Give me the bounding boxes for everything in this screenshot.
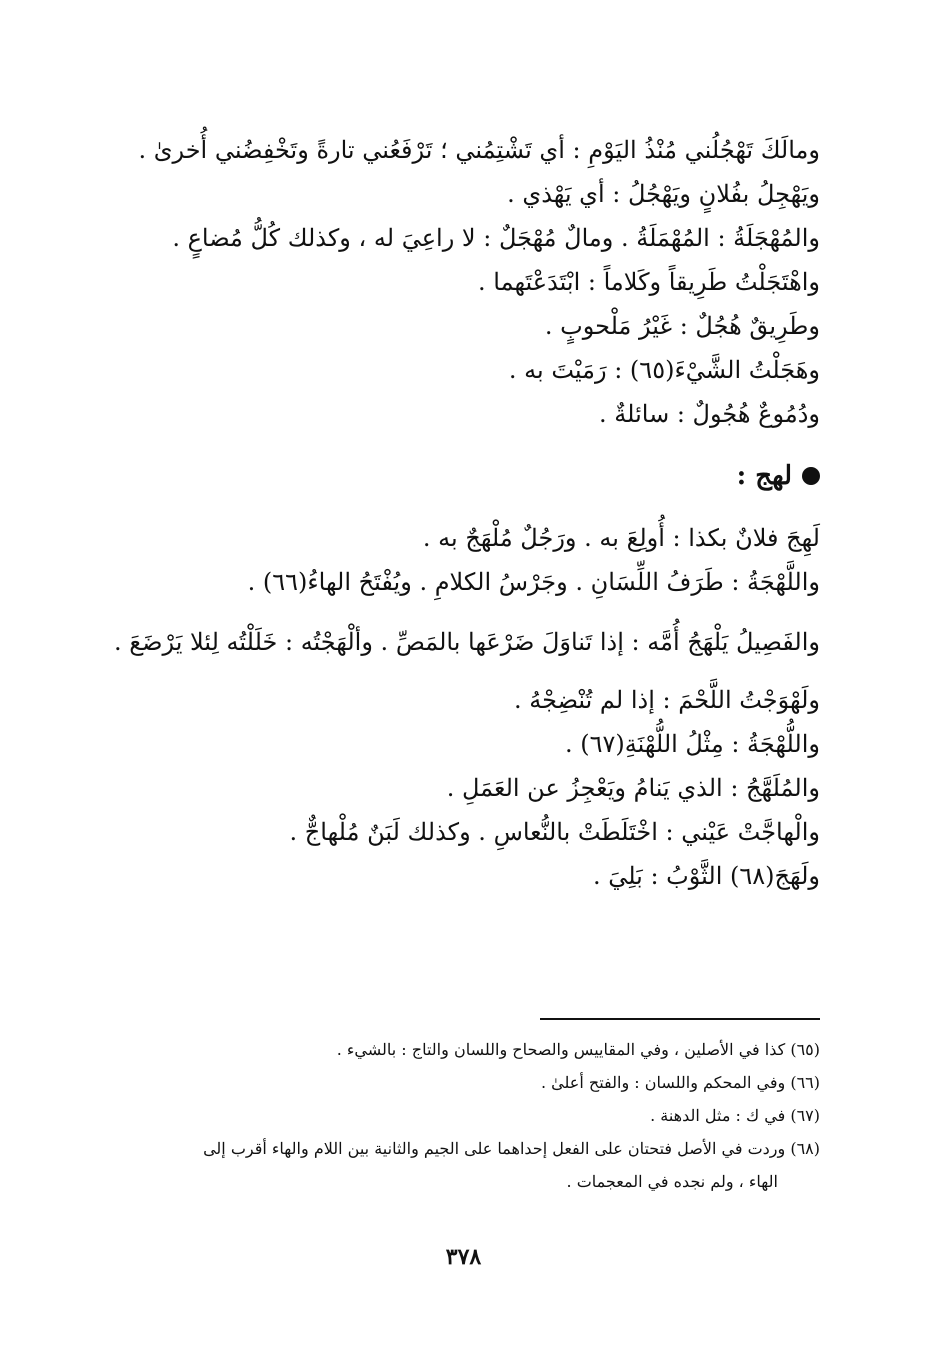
footnote-continuation: الهاء ، ولم نجده في المعجمات .: [566, 1172, 778, 1191]
section-heading: [60, 452, 820, 500]
text-line: واللُّهْجَةُ : مِثْلُ اللُّهْنَةِ(٦٧) .: [564, 730, 820, 758]
text-line: والمُهْجَلَةُ : المُهْمَلَةُ . ومالٌ مُهْجَلٌ : لا راعِيَ له ، وكذلك كُلُّ مُضاعٍ .: [172, 224, 820, 252]
text-line: واللَّهْجَةُ : طَرَفُ اللِّسَانِ . وجَرْسُ الكلامِ . ويُفْتَحُ الهاءُ(٦٦) .: [247, 568, 820, 596]
section-lahaj: [60, 516, 820, 898]
footnote-divider: [540, 1018, 820, 1020]
footnote: (٦٨) وردت في الأصل فتحتان على الفعل إحداهما على الجيم والثانية بين اللام والهاء أقرب إلى: [203, 1139, 820, 1158]
text-line: ودُمُوعٌ هُجُولٌ : سائلةٌ .: [599, 400, 820, 428]
text-line: وهَجَلْتُ الشَّيْءَ(٦٥) : رَمَيْتَ به .: [508, 356, 820, 384]
text-line: ولَهْوَجْتُ اللَّحْمَ : إذا لم تُنْضِجْهُ .: [513, 686, 820, 714]
footnote: (٦٦) وفي المحكم واللسان : والفتح أعلىٰ .: [540, 1073, 820, 1092]
footnote: (٦٥) كذا في الأصلين ، وفي المقاييس والصحاح واللسان والتاج : بالشيء .: [336, 1040, 820, 1059]
footnote: (٦٧) في ك : مثل الدهنة .: [650, 1106, 820, 1125]
page-body: [60, 128, 820, 1360]
text-line: ويَهْجِلُ بفُلانٍ ويَهْجُلُ : أي يَهْذي .: [507, 180, 820, 208]
text-line: ومالَكَ تَهْجُلُني مُنْذُ اليَوْمِ : أي تَشْتِمُني ؛ تَرْفَعُني تارةً وتَخْفِضُني أُخرىٰ .: [138, 136, 820, 164]
text-line: واهْتَجَلْتُ طَرِيقاً وكَلاماً : ابْتَدَعْتَهما .: [478, 268, 820, 296]
heading-text: لهج :: [736, 461, 792, 491]
bullet-icon: [802, 467, 820, 485]
page-number: ٣٧٨: [445, 1244, 482, 1270]
text-line: لَهِجَ فلانٌ بكذا : أُولِعَ به . ورَجُلٌ مُلْهَجٌ به .: [422, 524, 820, 552]
text-line: والمُلَهَّجُ : الذي يَنامُ ويَعْجِزُ عن العَمَلِ .: [446, 774, 820, 802]
text-line: والْهاجَّتْ عَيْني : اخْتَلَطَتْ بالنُّعاسِ . وكذلك لَبَنٌ مُلْهاجٌّ .: [289, 818, 820, 846]
section-hajal: [60, 128, 820, 436]
footnotes: [60, 1033, 820, 1198]
text-line: وطَرِيقٌ هُجُلٌ : غَيْرُ مَلْحوبٍ .: [544, 312, 820, 340]
text-line: ولَهَجَ(٦٨) الثَّوْبُ : بَلِيَ .: [592, 862, 820, 890]
text-paragraph: والفَصِيلُ يَلْهَجُ أُمَّه : إذا تَناوَلَ ضَرْعَها بالمَصِّ . وألْهَجْتُه : خَلَلْتُه لِئلا يَرْضَعَ .: [114, 628, 820, 656]
